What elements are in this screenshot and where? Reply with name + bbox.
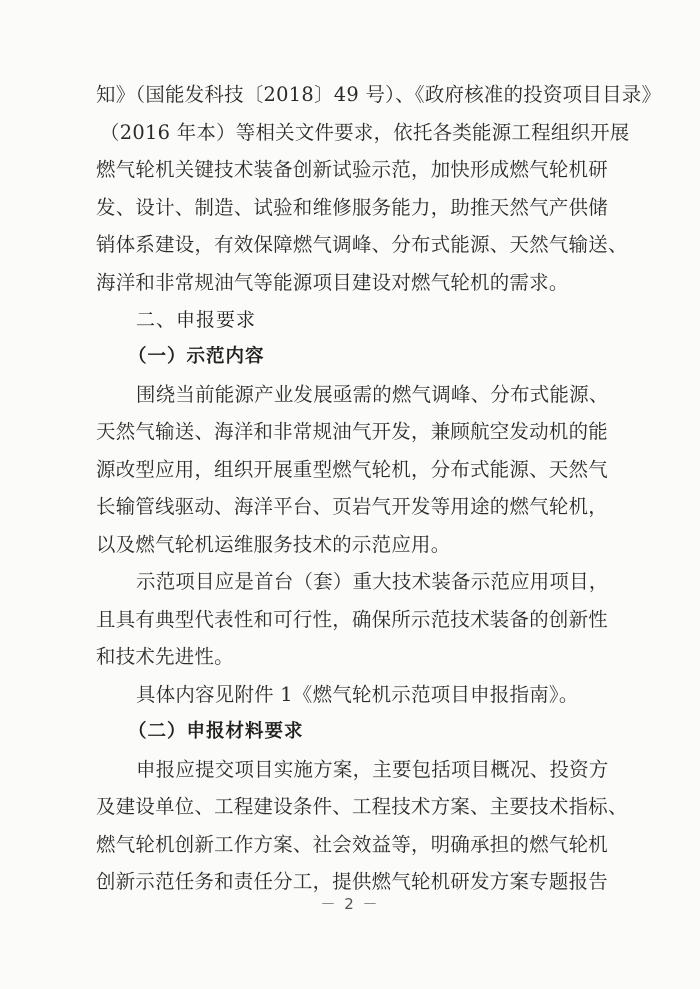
text-line: 长输管线驱动、海洋平台、页岩气开发等用途的燃气轮机， (96, 495, 608, 518)
text-line: 示范项目应是首台（套）重大技术装备示范应用项目， (136, 570, 609, 593)
text-line: 以及燃气轮机运维服务技术的示范应用。 (96, 533, 451, 556)
text-line: （2016 年本）等相关文件要求，依托各类能源工程组织开展 (100, 121, 630, 144)
text-line: 且具有典型代表性和可行性，确保所示范技术装备的创新性 (96, 608, 608, 631)
text-line: 申报应提交项目实施方案，主要包括项目概况、投资方 (136, 758, 609, 781)
text-line: 知》（国能发科技〔2018〕49 号）、《政府核准的投资项目目录》 (96, 83, 662, 106)
subsection-heading: （二）申报材料要求 (128, 721, 304, 742)
text-line: 天然气输送、海洋和非常规油气开发，兼顾航空发动机的能 (96, 420, 608, 443)
section-heading: 二、申报要求 (136, 309, 257, 331)
text-line: 燃气轮机创新工作方案、社会效益等，明确承担的燃气轮机 (96, 833, 608, 856)
text-line: 围绕当前能源产业发展亟需的燃气调峰、分布式能源、 (136, 383, 609, 406)
text-line: 源改型应用，组织开展重型燃气轮机，分布式能源、天然气 (96, 458, 608, 481)
text-line: 海洋和非常规油气等能源项目建设对燃气轮机的需求。 (96, 271, 569, 294)
text-line: 发、设计、制造、试验和维修服务能力，助推天然气产供储 (96, 196, 608, 219)
text-line: 具体内容见附件 1《燃气轮机示范项目申报指南》。 (136, 683, 579, 706)
text-line: 及建设单位、工程建设条件、工程技术方案、主要技术指标、 (96, 795, 628, 818)
text-line: 燃气轮机关键技术装备创新试验示范，加快形成燃气轮机研 (96, 158, 608, 181)
text-line: 销体系建设，有效保障燃气调峰、分布式能源、天然气输送、 (96, 233, 628, 256)
page-number: － 2 － (320, 895, 380, 913)
text-line: 创新示范任务和责任分工，提供燃气轮机研发方案专题报告 (96, 870, 608, 893)
text-line: 和技术先进性。 (96, 645, 234, 668)
subsection-heading: （一）示范内容 (128, 346, 265, 367)
